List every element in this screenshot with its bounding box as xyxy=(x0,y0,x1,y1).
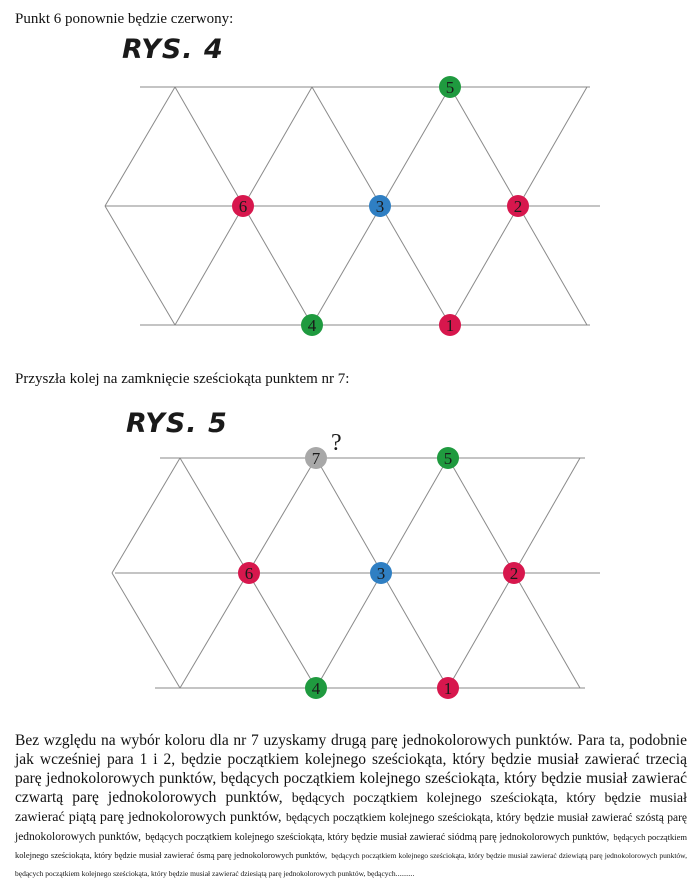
svg-text:4: 4 xyxy=(307,316,317,335)
figure-title-rys5: RYS. 5 xyxy=(126,408,228,439)
svg-text:4: 4 xyxy=(311,679,321,698)
point-6 xyxy=(232,195,254,217)
figure-rys4 xyxy=(0,0,700,345)
point-1 xyxy=(439,314,461,336)
point-3 xyxy=(370,562,392,584)
question-mark: ? xyxy=(331,430,342,456)
svg-text:3: 3 xyxy=(375,197,385,216)
paragraph-part-3: będących początkiem kolejnego sześciokąta, który będzie musiał zawierać szóstą parę jednokolorowych punktów, xyxy=(15,812,687,843)
svg-text:3: 3 xyxy=(376,564,386,583)
closing-paragraph xyxy=(15,731,687,881)
svg-text:2: 2 xyxy=(513,197,523,216)
point-6 xyxy=(238,562,260,584)
point-2 xyxy=(503,562,525,584)
svg-text:7: 7 xyxy=(311,449,321,468)
paragraph-part-5: będących początkiem kolejnego sześciokąta, który będzie musiał zawierać ósmą parę jednokolorowych punktów, xyxy=(15,832,687,860)
figure-title-rys4: RYS. 4 xyxy=(122,34,224,65)
paragraph-part-6: będących początkiem kolejnego sześciokąta, który będzie musiał zawierać dziewiątą parę jednokolorowych punktów, będących początkiem kolejnego sześciokąta, który będzie musiał zawierać dziesiątą parę jednokolorowych punktów, będących.......... xyxy=(15,851,687,878)
svg-text:2: 2 xyxy=(509,564,519,583)
point-5 xyxy=(439,76,461,98)
svg-text:6: 6 xyxy=(238,197,248,216)
triangle-grid-lines xyxy=(112,458,600,688)
svg-text:5: 5 xyxy=(443,449,453,468)
point-3 xyxy=(369,195,391,217)
point-5 xyxy=(437,447,459,469)
paragraph-part-1: Bez względu na wybór koloru dla nr 7 uzyskamy drugą parę jednokolorowych punktów. Para ta, podobnie jak wcześniej para 1 i 2, będzie początkiem kolejnego sześciokąta, który będzie musiał zawierać trzecią parę jednokolorowych punktów, będących początkiem kolejnego sześciokąta, który będzie musiał zawierać czwartą parę jednokolorowych punktów, xyxy=(15,732,687,806)
svg-text:6: 6 xyxy=(244,564,254,583)
section1-heading: Punkt 6 ponownie będzie czerwony: xyxy=(15,11,234,27)
point-7 xyxy=(305,447,327,469)
point-4 xyxy=(301,314,323,336)
point-1 xyxy=(437,677,459,699)
paragraph-part-2: będących początkiem kolejnego sześciokąta, który będzie musiał zawierać piątą parę jednokolorowych punktów, xyxy=(15,791,687,825)
svg-text:1: 1 xyxy=(443,679,453,698)
point-2 xyxy=(507,195,529,217)
figure-rys5 xyxy=(0,400,700,720)
svg-text:5: 5 xyxy=(445,78,455,97)
point-4 xyxy=(305,677,327,699)
section2-heading: Przyszła kolej na zamknięcie sześciokąta punktem nr 7: xyxy=(15,371,350,387)
svg-text:1: 1 xyxy=(445,316,455,335)
paragraph-part-4: będących początkiem kolejnego sześciokąta, który będzie musiał zawierać siódmą parę jednokolorowych punktów, xyxy=(145,832,610,843)
